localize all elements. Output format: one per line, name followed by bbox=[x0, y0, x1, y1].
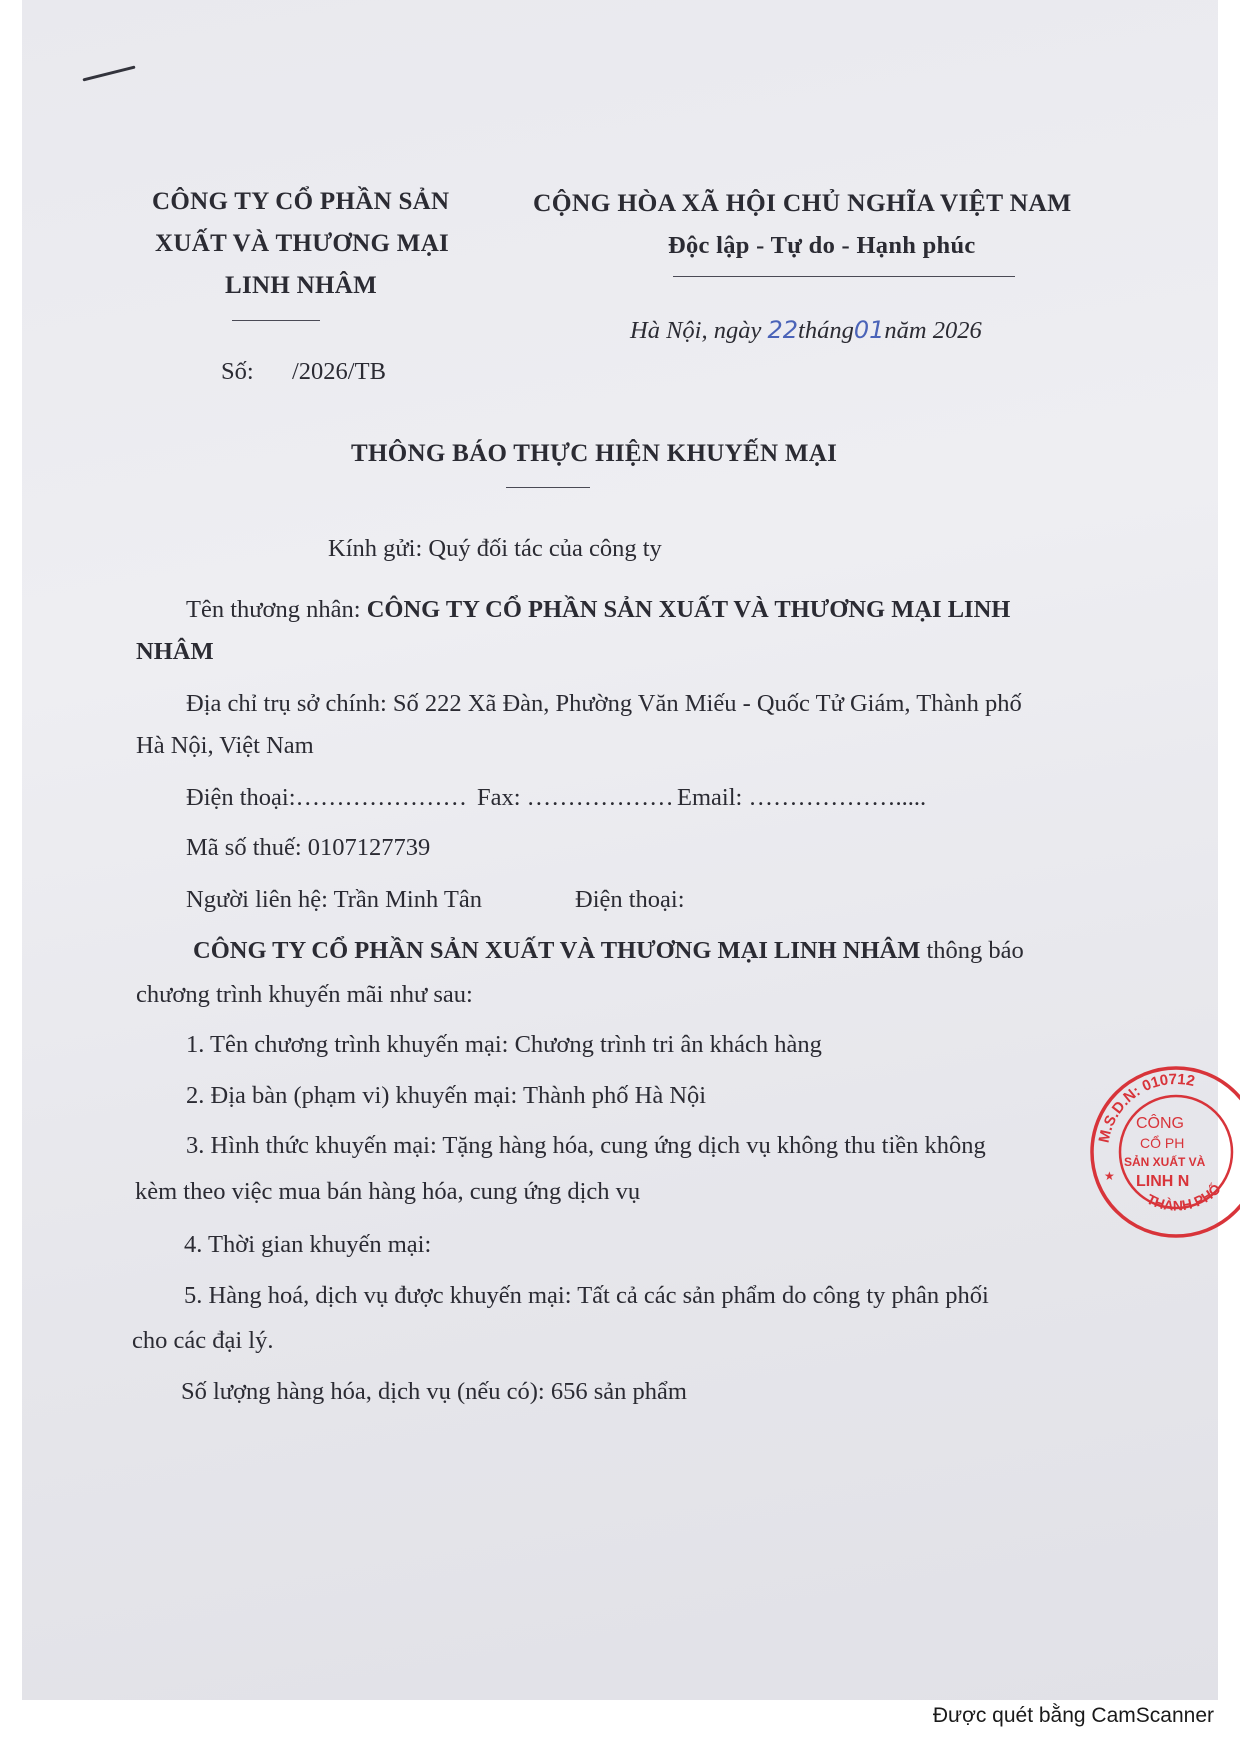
document-title: THÔNG BÁO THỰC HIỆN KHUYẾN MẠI bbox=[351, 440, 838, 467]
item-5-goods-line-1: 5. Hàng hoá, dịch vụ được khuyến mại: Tất cả các sản phẩm do công ty phân phối bbox=[184, 1282, 989, 1309]
tax-code: Mã số thuế: 0107127739 bbox=[186, 834, 431, 861]
company-underline bbox=[232, 320, 320, 321]
seal-star-icon: ★ bbox=[1104, 1169, 1115, 1183]
date-prefix: Hà Nội, ngày bbox=[630, 317, 762, 344]
greeting: Kính gửi: Quý đối tác của công ty bbox=[328, 535, 662, 562]
announcement-line-2: chương trình khuyến mãi như sau: bbox=[136, 981, 473, 1008]
motto-underline bbox=[673, 276, 1015, 277]
announcement-tail: thông báo bbox=[926, 937, 1024, 964]
company-name-line-3: LINH NHÂM bbox=[225, 272, 378, 299]
item-1-program-name: 1. Tên chương trình khuyến mại: Chương trình tri ân khách hàng bbox=[186, 1031, 822, 1058]
date-month-handwritten: 01 bbox=[853, 316, 885, 344]
item-4-time: 4. Thời gian khuyến mại: bbox=[184, 1231, 432, 1258]
email-field: Email: ………………..... bbox=[677, 784, 927, 811]
date-month-label: tháng bbox=[798, 317, 854, 344]
quantity-line: Số lượng hàng hóa, dịch vụ (nếu có): 656 sản phẩm bbox=[181, 1378, 687, 1405]
date-day-handwritten: 22 bbox=[767, 316, 799, 344]
pen-mark bbox=[82, 66, 135, 82]
contact-phone: Điện thoại: bbox=[575, 886, 685, 913]
announcement-line bbox=[193, 937, 1024, 965]
fax-field: Fax: ……………… bbox=[477, 784, 674, 811]
merchant-line bbox=[186, 596, 1010, 624]
title-underline bbox=[506, 487, 590, 488]
company-name-line-1: CÔNG TY CỔ PHẦN SẢN bbox=[152, 188, 450, 215]
item-5-goods-line-2: cho các đại lý. bbox=[132, 1327, 274, 1354]
republic-motto: Độc lập - Tự do - Hạnh phúc bbox=[668, 232, 976, 259]
merchant-name-continued: NHÂM bbox=[136, 638, 214, 665]
seal-inner-line-2: CỔ PH bbox=[1140, 1135, 1185, 1151]
republic-title: CỘNG HÒA XÃ HỘI CHỦ NGHĨA VIỆT NAM bbox=[533, 188, 1072, 217]
item-2-scope: 2. Địa bàn (phạm vi) khuyến mại: Thành phố Hà Nội bbox=[186, 1082, 707, 1109]
address-line-1: Địa chỉ trụ sở chính: Số 222 Xã Đàn, Phường Văn Miếu - Quốc Tử Giám, Thành phố bbox=[186, 690, 1022, 717]
date-year: năm 2026 bbox=[884, 317, 982, 344]
seal-inner-line-3: SẢN XUẤT VÀ bbox=[1124, 1155, 1206, 1169]
seal-bottom-text: THÀNH PHỐ bbox=[1144, 1180, 1224, 1214]
seal-inner-line-4: LINH N bbox=[1136, 1173, 1190, 1190]
item-3-form-line-1: 3. Hình thức khuyến mại: Tặng hàng hóa, cung ứng dịch vụ không thu tiền không bbox=[186, 1132, 986, 1159]
merchant-label: Tên thương nhân: bbox=[186, 596, 361, 623]
scanned-paper bbox=[22, 0, 1218, 1700]
seal-inner-line-1: CÔNG bbox=[1136, 1115, 1184, 1132]
phone-field: Điện thoại:………………… bbox=[186, 784, 468, 811]
company-name-line-2: XUẤT VÀ THƯƠNG MẠI bbox=[155, 230, 450, 257]
company-seal bbox=[1086, 1062, 1240, 1242]
seal-top-text: M.S.D.N: 010712 bbox=[1095, 1070, 1197, 1145]
address-line-2: Hà Nội, Việt Nam bbox=[136, 732, 314, 759]
doc-number-value: /2026/TB bbox=[292, 358, 386, 385]
doc-number-label: Số: bbox=[221, 358, 254, 385]
item-3-form-line-2: kèm theo việc mua bán hàng hóa, cung ứng dịch vụ bbox=[135, 1178, 641, 1205]
scanner-watermark: Được quét bằng CamScanner bbox=[932, 1704, 1214, 1727]
contact-person: Người liên hệ: Trần Minh Tân bbox=[186, 886, 482, 913]
announcement-company: CÔNG TY CỔ PHẦN SẢN XUẤT VÀ THƯƠNG MẠI LINH NHÂM bbox=[193, 937, 921, 964]
merchant-name: CÔNG TY CỔ PHẦN SẢN XUẤT VÀ THƯƠNG MẠI LINH bbox=[366, 596, 1011, 623]
date-line bbox=[630, 316, 982, 345]
